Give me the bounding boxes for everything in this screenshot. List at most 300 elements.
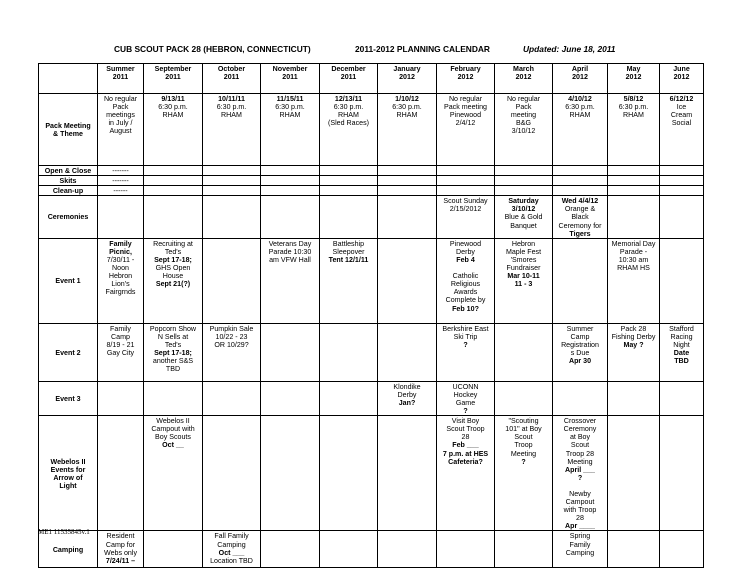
cell-text-line: ------ [113,187,128,196]
cell-text-line: Battleship [332,239,365,248]
cell-text-line: 2/4/12 [455,119,476,128]
calendar-cell [495,94,553,166]
cell-text-line: Campout with [151,425,195,434]
cell-text-line: Parade 10:30 [268,247,312,256]
calendar-cell [320,186,378,196]
cell-text-line: B&G [516,119,531,128]
cell-text-line: am VFW Hall [269,255,311,264]
calendar-cell [437,381,495,415]
calendar-cell [660,166,704,176]
cell-text-line: 6:30 p.m. [158,103,188,112]
month-header-line: 2012 [625,73,642,82]
cell-text-line: s Due [570,349,590,358]
cell-text-line: Recruiting at [153,239,193,248]
cell-text-line: Hebron [511,239,536,248]
calendar-cell [437,166,495,176]
cell-text-line: Pinewood [449,239,482,248]
cell-text-line: 6:30 p.m. [392,103,422,112]
row-label-line: Open & Close [44,167,92,175]
cell-text-line: UCONN [452,382,479,391]
cell-text-line: 7/30/11 - [106,255,135,264]
cell-text-line: Cafeteria? [448,457,483,466]
calendar-cell [608,381,660,415]
cell-text-line: 'Smores [510,255,537,264]
calendar-cell [320,94,378,166]
cell-text-line: 28 [461,433,470,442]
cell-text-line: Resident [106,532,135,541]
cell-text-line: Ceremony for [558,221,602,230]
cell-text-line: Sept 17-18; [154,255,192,264]
calendar-cell [495,323,553,381]
cell-text-line: Fishing Derby [611,332,656,341]
cell-text-line: 10:30 am [618,255,649,264]
calendar-cell [495,196,553,238]
cell-text-line: Wed 4/4/12 [561,197,599,206]
cell-text-line: August [109,127,132,136]
cell-text-line: Registration [561,340,599,349]
calendar-cell [261,196,320,238]
calendar-cell [608,323,660,381]
row-label-line: Ceremonies [47,213,89,222]
cell-text-line: Pack 28 [620,324,647,333]
cell-text-line: 7/24/11 – [105,556,136,565]
cell-text-line: Ceremony [563,425,597,434]
cell-text-line: with Troop [563,506,597,515]
cell-text-line: 12/13/11 [334,95,363,103]
cell-text-line: Ted's [164,340,182,349]
row-label-cell [39,238,98,323]
cell-text-line: 5/8/12 [623,95,644,103]
calendar-cell [608,176,660,186]
cell-text-line: ? [521,457,526,466]
row-label-cell [39,176,98,186]
cell-text-line: Family [569,540,591,549]
cell-text-line: Picnic, [109,247,132,256]
month-header-line: 2011 [282,73,298,82]
calendar-row [39,531,704,568]
calendar-cell [320,196,378,238]
month-header-line: 2012 [673,73,690,82]
cell-text-line: Social [671,119,692,128]
calendar-row [39,323,704,381]
cell-text-line: RHAM [279,111,301,120]
cell-text-line: Popcorn Show [149,324,197,333]
cell-text-line: Black [571,213,589,222]
cell-text-line [438,264,493,272]
row-label-line: Camping [52,545,84,554]
calendar-cell [608,238,660,323]
row-label-line: Event 2 [55,348,81,357]
row-label-line: Skits [59,177,77,186]
calendar-cell [320,166,378,176]
pack-title: CUB SCOUT PACK 28 (HEBRON, CONNECTICUT) [114,44,311,54]
row-label-line: Event 3 [55,394,81,403]
cell-text-line: 4/10/12 [568,95,592,103]
calendar-row [39,186,704,196]
cell-text-line: ? [577,473,583,482]
cell-text-line: 101" at Boy [505,425,542,434]
calendar-cell [437,186,495,196]
cell-text-line: Pack [112,103,129,112]
cell-text-line: Pumpkin Sale [209,324,254,333]
month-header-cell [553,64,608,94]
calendar-cell [608,94,660,166]
calendar-cell [144,238,203,323]
cell-text-line: 3/10/12 [511,127,536,136]
month-header-line: 2011 [340,73,357,82]
cell-text-line: No regular [506,95,541,103]
cell-text-line: Family [110,324,131,333]
cell-text-line: another S&S [152,357,194,366]
cell-text-line: Crossover [563,417,597,426]
calendar-row [39,238,704,323]
calendar-cell [203,176,261,186]
calendar-cell [437,323,495,381]
month-header-cell [378,64,437,94]
cell-text-line: Troop 28 [565,449,595,458]
cell-text-line: OR 10/29? [214,340,249,349]
cell-text-line: Camp [570,332,590,341]
calendar-cell [378,196,437,238]
cell-text-line: Cream [670,111,693,120]
cell-text-line: Maple Fest [505,247,542,256]
cell-text-line: Hebron [108,272,133,281]
calendar-row [39,94,704,166]
cell-text-line: Tigers [569,229,591,238]
cell-text-line: Memorial Day [611,239,656,248]
row-label-cell [39,94,98,166]
calendar-cell [203,166,261,176]
cell-text-line: Campout [565,498,595,507]
calendar-cell [98,196,144,238]
calendar-cell [320,381,378,415]
calendar-row [39,416,704,531]
row-label-line: Light [59,481,77,490]
cell-text-line: Boy Scouts [155,433,191,442]
cell-text-line: Pack meeting [444,103,487,112]
calendar-cell [378,531,437,568]
cell-text-line: Camping [565,548,595,557]
cell-text-line: RHAM [221,111,242,120]
cell-text-line: Saturday [508,197,539,206]
cell-text-line: 9/13/11 [161,95,185,103]
cell-text-line: Spring [569,532,591,541]
calendar-cell [261,323,320,381]
cell-text-line: Scout [514,433,533,442]
calendar-cell [98,176,144,186]
calendar-cell [608,186,660,196]
calendar-cell [660,323,704,381]
row-label-cell [39,323,98,381]
cell-text-line: Religious [450,280,481,289]
month-header-line: 2011 [223,73,240,82]
row-label-line: & Theme [53,130,83,138]
row-label-line: Arrow of [53,473,83,482]
planning-calendar-table [38,63,704,568]
calendar-cell [261,238,320,323]
cell-text-line: Tent 12/1/11 [328,255,369,264]
calendar-cell [261,176,320,186]
month-header-line: April [571,65,589,73]
cell-text-line: Derby [397,390,417,399]
calendar-cell [98,186,144,196]
cell-text-line: "Scouting [508,417,539,426]
month-header-cell [660,64,704,94]
calendar-cell [203,531,261,568]
cell-text-line: Fundraiser [506,264,541,273]
calendar-cell [378,381,437,415]
cell-text-line: Scout Sunday [443,197,488,206]
cell-text-line: ------- [112,167,129,175]
cell-text-line: RHAM [623,111,644,120]
cell-text-line: Noon [112,264,129,273]
calendar-cell [203,238,261,323]
cell-text-line: 10/22 - 23 [215,332,248,341]
month-header-line: May [626,65,641,73]
cell-text-line: Orange & [564,205,596,214]
cell-text-line: Catholic [452,272,479,281]
calendar-cell [98,531,144,568]
calendar-row [39,176,704,186]
cell-text-line: meeting [510,111,537,120]
calendar-cell [261,531,320,568]
document-header [0,44,736,58]
calendar-cell [660,238,704,323]
calendar-cell [437,94,495,166]
cell-text-line: House [162,272,184,281]
cell-text-line: 1/10/12 [395,95,419,103]
cell-text-line: RHAM [338,111,359,120]
calendar-cell [144,94,203,166]
cell-text-line: Awards [453,288,478,297]
cell-text-line: Scout Troop [446,425,485,434]
cell-text-line: Klondike [393,382,421,391]
row-label-line: Webelos II [50,457,86,466]
cell-text-line: 6:30 p.m. [333,103,364,112]
month-header-line: December [331,65,366,73]
calendar-cell [261,94,320,166]
cell-text-line: Gay City [106,349,135,358]
month-header-line: 2011 [165,73,181,82]
row-label-line: Event 1 [55,277,81,286]
cell-text-line: 11 - 3 [514,280,533,289]
cell-text-line: RHAM HS [617,264,650,273]
calendar-cell [144,186,203,196]
month-header-line: March [513,65,534,73]
cell-text-line: Complete by [445,296,486,305]
cell-text-line: Apr 30 [568,357,592,366]
cell-text-line: No regular [103,95,138,103]
month-header-cell [437,64,495,94]
month-header-cell [495,64,553,94]
calendar-cell [378,176,437,186]
cell-text-line: Derby [456,247,475,256]
calendar-cell [203,94,261,166]
cell-text-line: RHAM [162,111,184,120]
calendar-cell [320,176,378,186]
cell-text-line: 11/15/11 [276,95,304,103]
row-label-line: Pack Meeting [45,121,91,130]
cell-text-line: Visit Boy [451,417,480,426]
cell-text-line: 6/12/12 [669,95,694,103]
cell-text-line: at Boy [569,433,591,442]
calendar-cell [495,381,553,415]
calendar-cell [495,531,553,568]
cell-text-line: Hockey [453,390,478,399]
month-header-line: November [272,65,308,73]
cell-text-line: Jan? [398,398,416,407]
calendar-cell [553,94,608,166]
calendar-cell [608,531,660,568]
cell-text-line: Webelos II [156,417,190,426]
calendar-cell [660,531,704,568]
calendar-cell [553,166,608,176]
cell-text-line: ? [463,340,468,349]
cell-text-line: in July / [108,119,133,128]
calendar-cell [378,94,437,166]
calendar-cell [320,416,378,531]
cell-text-line: Berkshire East [442,324,489,333]
calendar-cell [437,416,495,531]
month-header-line: 2012 [572,73,588,82]
cell-text-line: Meeting [567,457,593,466]
month-header-line: 2011 [112,73,129,82]
calendar-cell [495,416,553,531]
cell-text-line: Feb 4 [456,255,475,264]
cell-text-line: Mar 10-11 [507,272,540,281]
calendar-row [39,166,704,176]
cell-text-line: Webs only [104,548,137,557]
cell-text-line: TBD [165,365,181,374]
calendar-cell [203,416,261,531]
cell-text-line: Date [673,349,690,358]
cell-text-line: 6:30 p.m. [275,103,305,112]
cell-text-line: 7 p.m. at HES [442,449,489,458]
cell-text-line: Sept 21(?) [155,280,191,289]
month-header-line: Summer [106,65,135,73]
calendar-cell [144,531,203,568]
cell-text-line: Blue & Gold [504,213,543,222]
calendar-cell [495,238,553,323]
calendar-cell [495,166,553,176]
cell-text-line: 6:30 p.m. [216,103,247,112]
cell-text-line: Location TBD [210,556,253,565]
cell-text-line: Oct __ [162,441,184,450]
calendar-cell [553,176,608,186]
calendar-cell [261,381,320,415]
month-header-line: 2012 [399,73,415,82]
row-label-cell [39,416,98,531]
calendar-cell [144,166,203,176]
calendar-title: 2011-2012 PLANNING CALENDAR [355,44,490,54]
calendar-cell [660,416,704,531]
cell-text-line: ------- [112,177,129,186]
cell-text-line: Feb 10? [452,304,479,313]
cell-text-line: Night [673,340,690,349]
calendar-cell [437,238,495,323]
calendar-cell [203,196,261,238]
cell-text-line: Sept 17-18; [154,349,192,358]
cell-text-line: Fairgrnds [105,288,136,297]
cell-text-line: Scout [570,441,590,450]
calendar-cell [553,238,608,323]
calendar-cell [495,176,553,186]
cell-text-line: Game [455,398,476,407]
month-header-cell [608,64,660,94]
month-header-cell [144,64,203,94]
calendar-cell [98,94,144,166]
calendar-cell [553,531,608,568]
calendar-cell [495,186,553,196]
cell-text-line: 8/19 - 21 [106,340,135,349]
calendar-cell [553,381,608,415]
cell-text-line: May ? [623,340,644,349]
cell-text-line: Fall Family [214,532,249,541]
cell-text-line: 6:30 p.m. [618,103,649,112]
cell-text-line: No regular [448,95,483,103]
updated-date: Updated: June 18, 2011 [523,44,616,54]
calendar-cell [553,196,608,238]
calendar-cell [261,186,320,196]
calendar-cell [144,323,203,381]
calendar-cell [660,94,704,166]
cell-text-line: Camp for [105,540,136,549]
calendar-cell [378,186,437,196]
calendar-cell [660,196,704,238]
calendar-cell [203,381,261,415]
cell-text-line: Pack [515,103,532,112]
calendar-cell [553,323,608,381]
cell-text-line: RHAM [569,111,591,120]
calendar-cell [437,176,495,186]
calendar-cell [608,416,660,531]
cell-text-line: Troop [514,441,533,450]
calendar-cell [553,416,608,531]
calendar-row [39,381,704,415]
cell-text-line: Oct ___ [218,548,245,557]
corner-cell [39,64,98,94]
calendar-cell [144,416,203,531]
calendar-cell [320,531,378,568]
calendar-cell [203,186,261,196]
calendar-cell [608,166,660,176]
cell-text-line: Newby [569,489,591,498]
calendar-cell [320,323,378,381]
cell-text-line: Racing [670,332,693,341]
calendar-cell [378,166,437,176]
cell-text-line: Apr ____ [565,522,595,531]
cell-text-line: Ice [676,103,687,112]
calendar-cell [144,381,203,415]
cell-text-line: Parade - [619,247,648,256]
cell-text-line [554,482,606,490]
cell-text-line: Lion's [111,280,130,289]
month-header-cell [320,64,378,94]
row-label-cell [39,531,98,568]
cell-text-line: April ___ [565,465,595,474]
cell-text-line: 28 [576,514,584,523]
month-header-cell [203,64,261,94]
cell-text-line: Ski Trip [453,332,478,341]
cell-text-line: RHAM [396,111,418,120]
month-header-line: June [673,65,690,73]
calendar-cell [98,323,144,381]
calendar-cell [261,166,320,176]
cell-text-line: ? [463,407,468,416]
cell-text-line: 10/11/11 [218,95,245,103]
month-header-cell [98,64,144,94]
row-label-line: Events for [50,465,86,474]
